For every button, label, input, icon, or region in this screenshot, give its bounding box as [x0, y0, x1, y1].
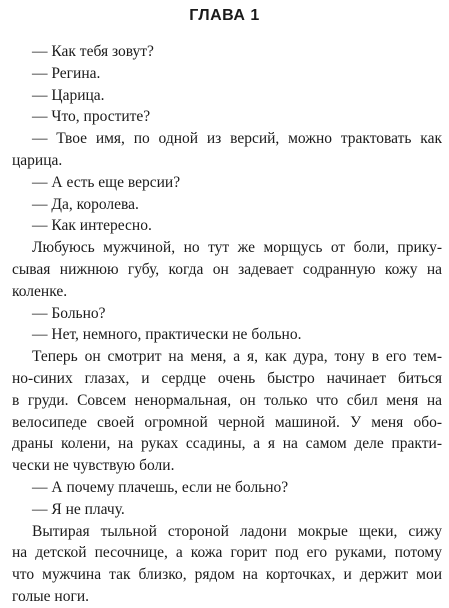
text-line: — Я не плачу. [32, 500, 125, 518]
text-line: царица. [12, 151, 63, 169]
text-line: Теперь он смотрит на меня, а я, как дура, тону в его тем- [32, 348, 442, 366]
text-line: — Как тебя зовут? [32, 43, 154, 60]
text-line: — Нет, немного, практически не больно. [32, 326, 302, 344]
text-line: в груди. Совсем ненормальная, он только что сбил меня на [12, 391, 442, 409]
text-line: — А есть еще версии? [32, 173, 181, 191]
text-line: что мужчина так близко, рядом на корточках, и держит мои [12, 566, 442, 584]
text-line: но-синих глазах, и сердце очень быстро начинает биться [12, 369, 442, 387]
text-line: — Твое имя, по одной из версий, можно трактовать как [32, 130, 442, 148]
text-line: — Да, королева. [32, 195, 139, 213]
chapter-title: ГЛАВА 1 [189, 7, 260, 24]
text-line: — Что, простите? [32, 108, 151, 126]
text-line: Любуюсь мужчиной, но тут же морщусь от боли, прику- [32, 239, 442, 257]
text-line: — Больно? [32, 304, 106, 322]
text-line: драны колени, на руках ссадины, а я на самом деле практи- [12, 435, 442, 453]
text-line: — А почему плачешь, если не больно? [32, 478, 289, 496]
text-line: — Царица. [32, 86, 105, 104]
text-line: коленке. [12, 282, 68, 300]
chapter-text [12, 41, 442, 608]
text-line: на детской песочнице, а кожа горит под его руками, потому [12, 544, 442, 562]
text-line: — Как интересно. [32, 217, 152, 235]
text-line: чески не чувствую боли. [12, 457, 175, 475]
text-line: — Регина. [32, 64, 101, 82]
text-line: Вытирая тыльной стороной ладони мокрые щеки, сижу [32, 522, 442, 540]
text-line: сывая нижнюю губу, когда он задевает содранную кожу на [12, 260, 442, 278]
text-line: велосипеде своей огромной черной машиной. У меня обо- [12, 413, 442, 431]
text-line: голые ноги. [12, 587, 89, 605]
